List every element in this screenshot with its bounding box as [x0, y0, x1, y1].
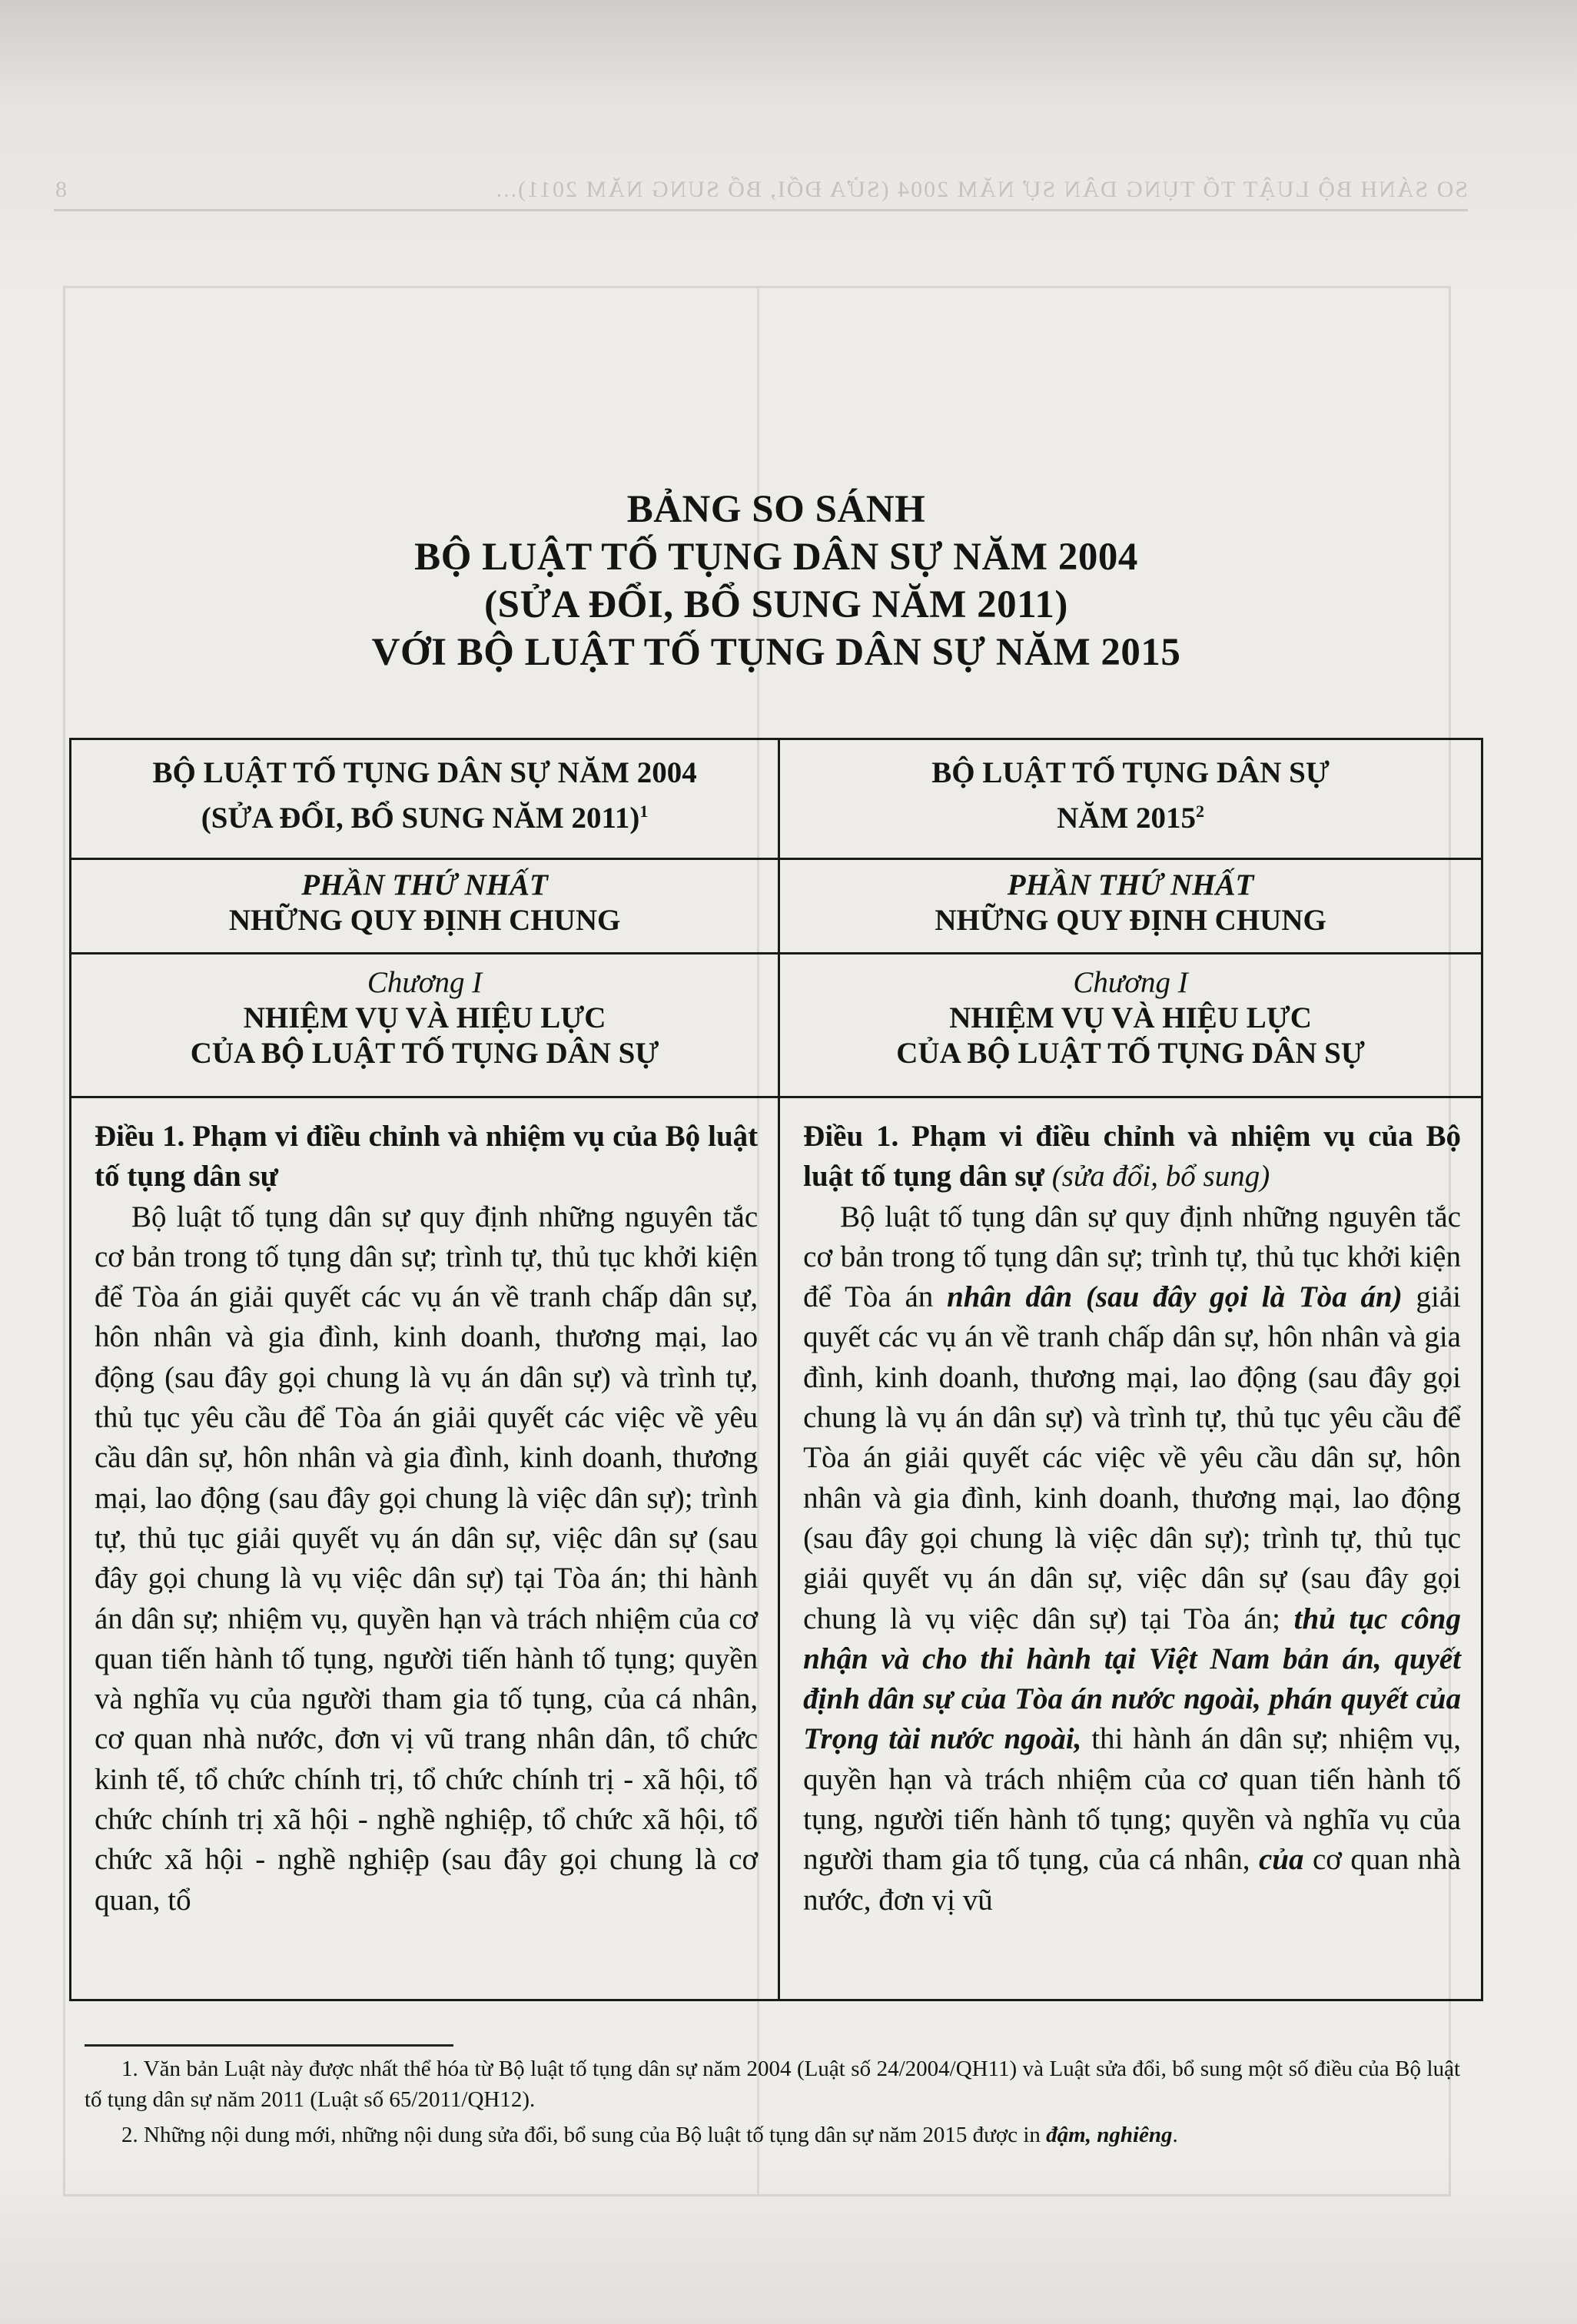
- document-title: [69, 486, 1483, 676]
- left-header-line-1: BỘ LUẬT TỐ TỤNG DÂN SỰ NĂM 2004: [152, 756, 697, 789]
- title-line-2: BỘ LUẬT TỐ TỤNG DÂN SỰ NĂM 2004: [414, 536, 1138, 579]
- chapter-row: [71, 954, 1482, 1097]
- article-row: [71, 1097, 1482, 2000]
- footnotes: [85, 2053, 1460, 2155]
- part-row: [71, 859, 1482, 954]
- bleed-through-title: SO SÁNH BỘ LUẬT TỐ TỤNG DÂN SỰ NĂM 2004 (SỬA ĐỔI, BỔ SUNG NĂM 2011)...: [494, 177, 1468, 202]
- highlight-amendment-3: của: [1258, 1843, 1304, 1877]
- left-article-text: Bộ luật tố tụng dân sự quy định những nguyên tắc cơ bản trong tố tụng dân sự; trình tự, thủ tục khởi kiện để Tòa án giải quyết các vụ án về tranh chấp dân sự, hôn nhân và gia đình, kinh doanh, thương mại, lao động (sau đây gọi chung là vụ án dân sự) và trình tự, thủ tục yêu cầu để Tòa án giải quyết các việc về yêu cầu dân sự, hôn nhân và gia đình, kinh doanh, thương mại, lao động (sau đây gọi chung là việc dân sự); trình tự, thủ tục giải quyết vụ án dân sự, việc dân sự (sau đây gọi chung là vụ việc dân sự) tại Tòa án; thi hành án dân sự; nhiệm vụ, quyền hạn và trách nhiệm của cơ quan tiến hành tố tụng, người tiến hành tố tụng; quyền và nghĩa vụ của người tham gia tố tụng, của cá nhân, cơ quan nhà nước, đơn vị vũ trang nhân dân, tổ chức kinh tế, tổ chức chính trị, tổ chức chính trị - xã hội, tổ chức chính trị xã hội - nghề nghiệp, tổ chức xã hội, tổ chức xã hội - nghề nghiệp (sau đây gọi chung là cơ quan, tổ: [95, 1200, 759, 1917]
- title-line-3: (SỬA ĐỔI, BỔ SUNG NĂM 2011): [484, 583, 1068, 626]
- right-chapter-name-2: CỦA BỘ LUẬT TỐ TỤNG DÂN SỰ: [896, 1037, 1365, 1070]
- right-header-line-1: BỘ LUẬT TỐ TỤNG DÂN SỰ: [931, 756, 1330, 789]
- left-part-name: NHỮNG QUY ĐỊNH CHUNG: [228, 904, 621, 937]
- left-header-line-2: (SỬA ĐỔI, BỔ SUNG NĂM 2011)$^1$: [201, 802, 649, 835]
- footnote-1: 1. Văn bản Luật này được nhất thể hóa từ Bộ luật tố tụng dân sự năm 2004 (Luật số 24/2004/QH11) và Luật sửa đổi, bổ sung một số điều của Bộ luật tố tụng dân sự năm 2011 (Luật số 65/2011/QH12).: [85, 2057, 1460, 2112]
- left-chapter-name-1: NHIỆM VỤ VÀ HIỆU LỰC: [243, 1001, 606, 1034]
- left-part-cell: [71, 859, 779, 954]
- right-part-label: PHẦN THỨ NHẤT: [1007, 868, 1254, 901]
- left-column-header: [71, 739, 779, 859]
- title-line-4: VỚI BỘ LUẬT TỐ TỤNG DÂN SỰ NĂM 2015: [371, 631, 1181, 674]
- bleed-through-header: [54, 171, 1468, 211]
- right-part-name: NHỮNG QUY ĐỊNH CHUNG: [935, 904, 1326, 937]
- right-article-cell: [779, 1097, 1482, 2000]
- right-part-cell: [779, 859, 1482, 954]
- left-article-title: Điều 1. Phạm vi điều chỉnh và nhiệm vụ của Bộ luật tố tụng dân sự: [95, 1120, 759, 1194]
- right-column-header: [779, 739, 1482, 859]
- right-chapter-label: Chương I: [1073, 966, 1188, 999]
- right-article-title: Điều 1. Phạm vi điều chỉnh và nhiệm vụ của Bộ luật tố tụng dân sự (sửa đổi, bổ sung): [803, 1120, 1461, 1194]
- right-article-text: Bộ luật tố tụng dân sự quy định những nguyên tắc cơ bản trong tố tụng dân sự; trình tự, thủ tục khởi kiện để Tòa án nhân dân (sau đây gọi là Tòa án) giải quyết các vụ án về tranh chấp dân sự, hôn nhân và gia đình, kinh doanh, thương mại, lao động (sau đây gọi chung là vụ án dân sự) và trình tự, thủ tục yêu cầu để Tòa án giải quyết các việc về yêu cầu dân sự, hôn nhân và gia đình, kinh doanh, thương mại, lao động (sau đây gọi chung là việc dân sự); trình tự, thủ tục giải quyết vụ án dân sự, việc dân sự (sau đây gọi chung là vụ việc dân sự) tại Tòa án; thủ tục công nhận và cho thi hành tại Việt Nam bản án, quyết định dân sự của Tòa án nước ngoài, phán quyết của Trọng tài nước ngoài, thi hành án dân sự; nhiệm vụ, quyền hạn và trách nhiệm của cơ quan tiến hành tố tụng, người tiến hành tố tụng; quyền và nghĩa vụ của người tham gia tố tụng, của cá nhân, của cơ quan nhà nước, đơn vị vũ: [803, 1200, 1462, 1917]
- right-chapter-name-1: NHIỆM VỤ VÀ HIỆU LỰC: [949, 1001, 1312, 1034]
- right-chapter-cell: [779, 954, 1482, 1097]
- table-header-row: [71, 739, 1482, 859]
- highlight-amendment-1: nhân dân (sau đây gọi là Tòa án): [947, 1280, 1403, 1314]
- footnote-ref-1: 1: [639, 802, 649, 821]
- left-chapter-label: Chương I: [367, 966, 483, 999]
- bleed-through-page-number: 8: [54, 177, 67, 202]
- left-part-label: PHẦN THỨ NHẤT: [301, 868, 548, 901]
- left-article-cell: [71, 1097, 779, 2000]
- footnote-divider: [85, 2044, 453, 2047]
- left-chapter-name-2: CỦA BỘ LUẬT TỐ TỤNG DÂN SỰ: [190, 1037, 659, 1070]
- footnote-2-emphasis: đậm, nghiêng: [1046, 2123, 1173, 2147]
- footnote-ref-2: 2: [1196, 802, 1205, 821]
- title-line-1: BẢNG SO SÁNH: [626, 488, 926, 531]
- footnote-2: 2. Những nội dung mới, những nội dung sửa đổi, bổ sung của Bộ luật tố tụng dân sự năm 2015 được in đậm, nghiêng.: [121, 2123, 1178, 2147]
- highlight-amendment-2: thủ tục công nhận và cho thi hành tại Việt Nam bản án, quyết định dân sự của Tòa án nước ngoài, phán quyết của Trọng tài nước ngoài,: [803, 1602, 1461, 1756]
- right-header-line-2: NĂM 2015$^2$: [1057, 802, 1205, 835]
- right-article-note: (sửa đổi, bổ sung): [1051, 1160, 1270, 1194]
- comparison-table: [69, 738, 1483, 2001]
- left-chapter-cell: [71, 954, 779, 1097]
